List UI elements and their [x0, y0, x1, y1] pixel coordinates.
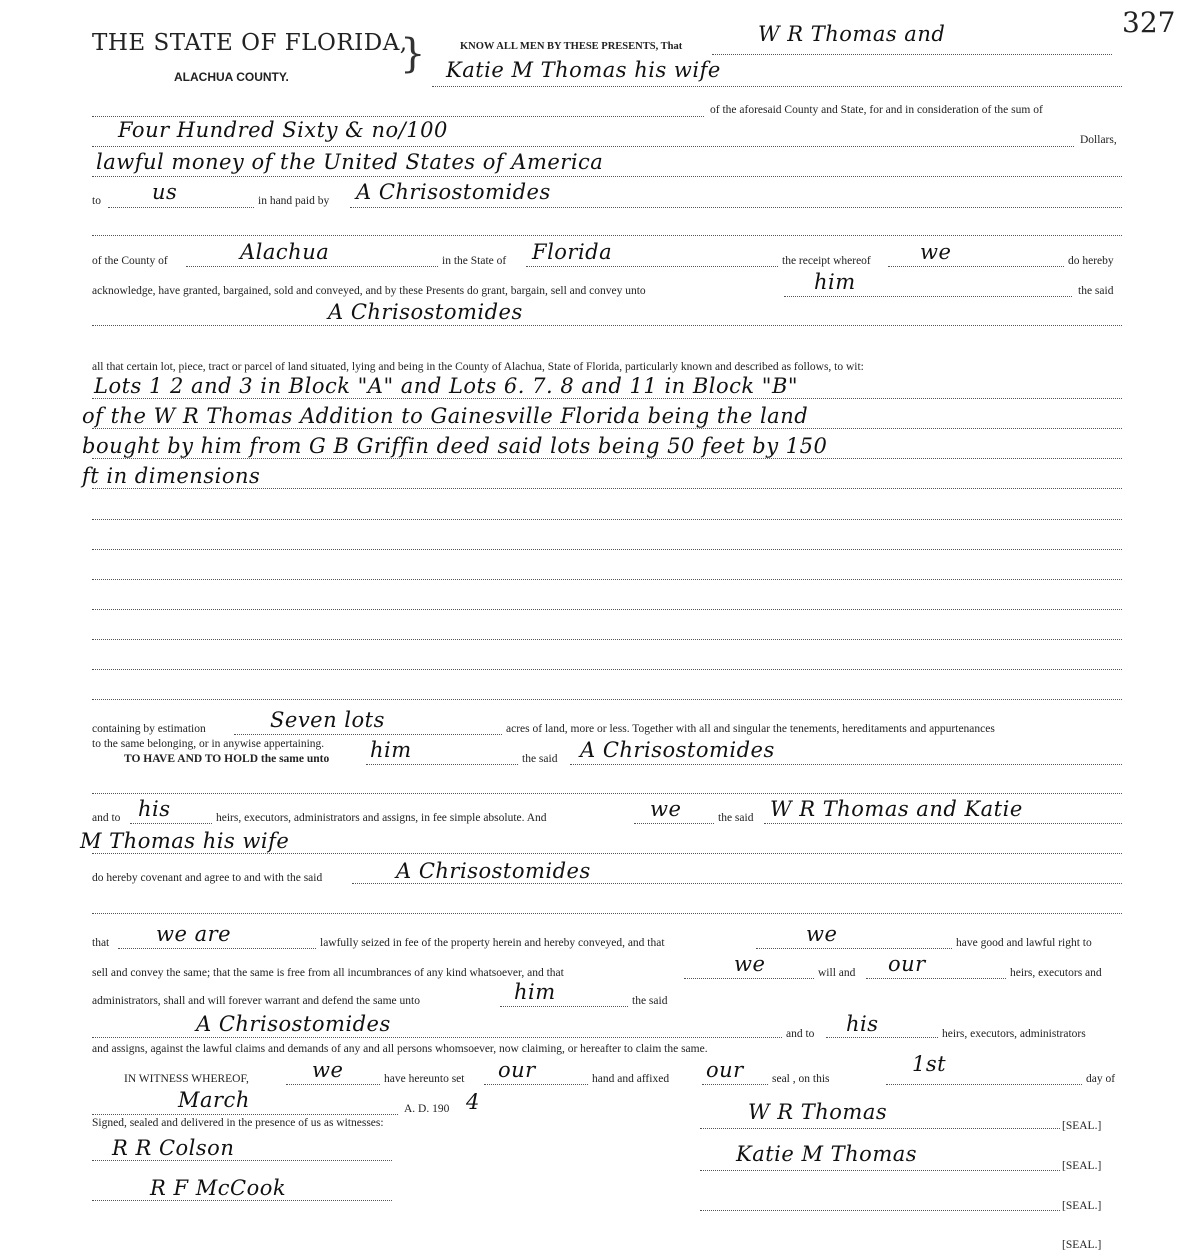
grantor-line-1: W R Thomas and [758, 22, 946, 46]
line [92, 519, 1122, 520]
containing-label: containing by estimation [92, 723, 206, 735]
state-heading: THE STATE OF FLORIDA, [92, 30, 408, 56]
of-county-label: of the County of [92, 255, 168, 267]
line [92, 609, 1122, 610]
covenant-text: do hereby covenant and agree to and with the said [92, 872, 323, 884]
line [92, 669, 1122, 670]
line [500, 1006, 628, 1007]
line [92, 639, 1122, 640]
county-heading: ALACHUA COUNTY. [174, 70, 289, 84]
in-hand-paid-label: in hand paid by [258, 195, 330, 207]
heirs-exec-3-text: heirs, executors, administrators [942, 1028, 1086, 1040]
signature-2: Katie M Thomas [736, 1142, 918, 1166]
line [700, 1170, 1060, 1171]
seal-label-2: [SEAL.] [1062, 1160, 1102, 1172]
seal-label-1: [SEAL.] [1062, 1120, 1102, 1132]
line [92, 176, 1122, 177]
line [92, 428, 1122, 429]
that-we-are: we are [156, 922, 232, 946]
line [92, 1114, 398, 1115]
our-heirs: our [888, 952, 926, 976]
line [186, 266, 438, 267]
good-right-text: have good and lawful right to [956, 937, 1092, 949]
dollars-label: Dollars, [1080, 134, 1117, 146]
have-said-value: A Chrisostomides [580, 738, 775, 762]
have-hereunto-label: have hereunto set [384, 1073, 465, 1085]
line [92, 793, 1122, 794]
line [92, 325, 1122, 326]
year-value: 4 [466, 1090, 480, 1114]
all-that-text: all that certain lot, piece, tract or parcel of land situated, lying and being in the County of Alachua, State of Florida, particularly known and described as follows, to wit: [92, 361, 864, 373]
description-line-4: ft in dimensions [82, 464, 261, 488]
acknowledge-text: acknowledge, have granted, bargained, sold and conveyed, and by these Presents do grant, bargain, sell and convey unto [92, 285, 646, 297]
receipt-label: the receipt whereof [782, 255, 871, 267]
line [92, 235, 1122, 236]
line [92, 549, 1122, 550]
line [350, 207, 1122, 208]
paid-by: A Chrisostomides [356, 180, 551, 204]
assigns-against-text: and assigns, against the lawful claims and demands of any and all persons whomsoever, now claiming, or hereafter to claim the same. [92, 1043, 708, 1055]
and-that-we: we [806, 922, 838, 946]
line [130, 823, 212, 824]
line [432, 86, 1122, 87]
seal-label-4: [SEAL.] [1062, 1239, 1102, 1251]
grantor-line-2: Katie M Thomas his wife [446, 58, 721, 82]
line [684, 978, 814, 979]
line [526, 266, 778, 267]
line [92, 913, 1122, 914]
in-state-label: in the State of [442, 255, 507, 267]
and-to-his: his [138, 797, 171, 821]
line [570, 764, 1122, 765]
that-label: that [92, 937, 110, 949]
line [92, 699, 1122, 700]
heirs-exec-2-text: heirs, executors and [1010, 967, 1102, 979]
month-value: March [178, 1088, 250, 1112]
lawfully-text: lawfully seized in fee of the property herein and hereby conveyed, and that [320, 937, 665, 949]
line [286, 1084, 380, 1085]
and-we: we [650, 797, 682, 821]
line [92, 458, 1122, 459]
grantors-b: M Thomas his wife [80, 829, 290, 853]
ad-label: A. D. 190 [404, 1103, 450, 1115]
hand-affixed-label: hand and affixed [592, 1073, 670, 1085]
the-said-2-label: the said [522, 753, 558, 765]
description-line-2: of the W R Thomas Addition to Gainesville Florida being the land [82, 404, 809, 428]
to-whom: us [152, 180, 178, 204]
line [634, 823, 714, 824]
line [92, 579, 1122, 580]
sell-convey-text: sell and convey the same; that the same is free from all incumbrances of any kind whatsoever, and that [92, 967, 564, 979]
know-all-men: KNOW ALL MEN BY THESE PRESENTS, That [460, 41, 683, 52]
line [764, 823, 1122, 824]
line [702, 1084, 768, 1085]
do-hereby-label: do hereby [1068, 255, 1114, 267]
line [92, 1160, 392, 1161]
seal-label-3: [SEAL.] [1062, 1200, 1102, 1212]
line [484, 1084, 588, 1085]
line [92, 146, 1074, 147]
to-label: to [92, 195, 101, 207]
have-unto-value: him [370, 738, 412, 762]
the-said-3-label: the said [718, 812, 754, 824]
will-and-text: will and [818, 967, 856, 979]
line [234, 734, 502, 735]
line [886, 1084, 1082, 1085]
line [700, 1128, 1060, 1129]
that-we-will: we [734, 952, 766, 976]
line [712, 54, 1112, 55]
line [784, 296, 1072, 297]
heirs-exec-text: heirs, executors, administrators and assigns, in fee simple absolute. And [216, 812, 547, 824]
administrators-text: administrators, shall and will forever warrant and defend the same unto [92, 995, 420, 1007]
line [826, 1037, 938, 1038]
day-of-label: day of [1086, 1073, 1116, 1085]
line [866, 978, 1006, 979]
line [92, 1200, 392, 1201]
page-number: 327 [1122, 6, 1176, 39]
seal-on-label: seal , on this [772, 1073, 830, 1085]
witness-we: we [312, 1058, 344, 1082]
line [108, 207, 254, 208]
defend-unto: him [514, 980, 556, 1004]
line [92, 116, 704, 117]
day-value: 1st [912, 1052, 947, 1076]
set-our: our [498, 1058, 536, 1082]
in-witness-label: IN WITNESS WHEREOF, [124, 1073, 249, 1085]
signed-sealed-text: Signed, sealed and delivered in the presence of us as witnesses: [92, 1117, 384, 1129]
and-to-2-label: and to [786, 1028, 815, 1040]
line [118, 948, 316, 949]
line [92, 488, 1122, 489]
line [756, 948, 952, 949]
covenant-with: A Chrisostomides [396, 859, 591, 883]
acres-text: acres of land, more or less. Together with all and singular the tenements, hereditaments and appurtenances [506, 723, 995, 735]
grantee-name: A Chrisostomides [328, 300, 523, 324]
defend-said: A Chrisostomides [196, 1012, 391, 1036]
witness-signature-1: R R Colson [112, 1136, 235, 1160]
line [700, 1210, 1060, 1211]
brace: } [400, 31, 426, 77]
grantors-a: W R Thomas and Katie [770, 797, 1023, 821]
estimation-value: Seven lots [270, 708, 385, 732]
to-have-label: TO HAVE AND TO HOLD the same unto [124, 753, 330, 765]
witness-signature-2: R F McCook [150, 1176, 287, 1200]
line [888, 266, 1064, 267]
lawful-money: lawful money of the United States of America [96, 150, 604, 174]
same-belonging-text: to the same belonging, or in anywise appertaining. [92, 738, 325, 750]
aforesaid-text: of the aforesaid County and State, for and in consideration of the sum of [710, 104, 1043, 116]
description-line-3: bought by him from G B Griffin deed said lots being 50 feet by 150 [82, 434, 828, 458]
county-value: Alachua [240, 240, 330, 264]
signature-1: W R Thomas [748, 1100, 888, 1124]
affixed-our: our [706, 1058, 744, 1082]
line [366, 764, 518, 765]
state-value: Florida [532, 240, 613, 264]
line [352, 883, 1122, 884]
and-to-his-2: his [846, 1012, 879, 1036]
unto-value: him [814, 270, 856, 294]
and-to-label: and to [92, 812, 121, 824]
sum-amount: Four Hundred Sixty & no/100 [118, 118, 448, 142]
line [92, 398, 1122, 399]
receipt-by: we [920, 240, 952, 264]
the-said-label: the said [1078, 285, 1114, 297]
line [92, 853, 1122, 854]
the-said-4-label: the said [632, 995, 668, 1007]
line [92, 1037, 782, 1038]
description-line-1: Lots 1 2 and 3 in Block "A" and Lots 6. 7. 8 and 11 in Block "B" [94, 374, 799, 398]
